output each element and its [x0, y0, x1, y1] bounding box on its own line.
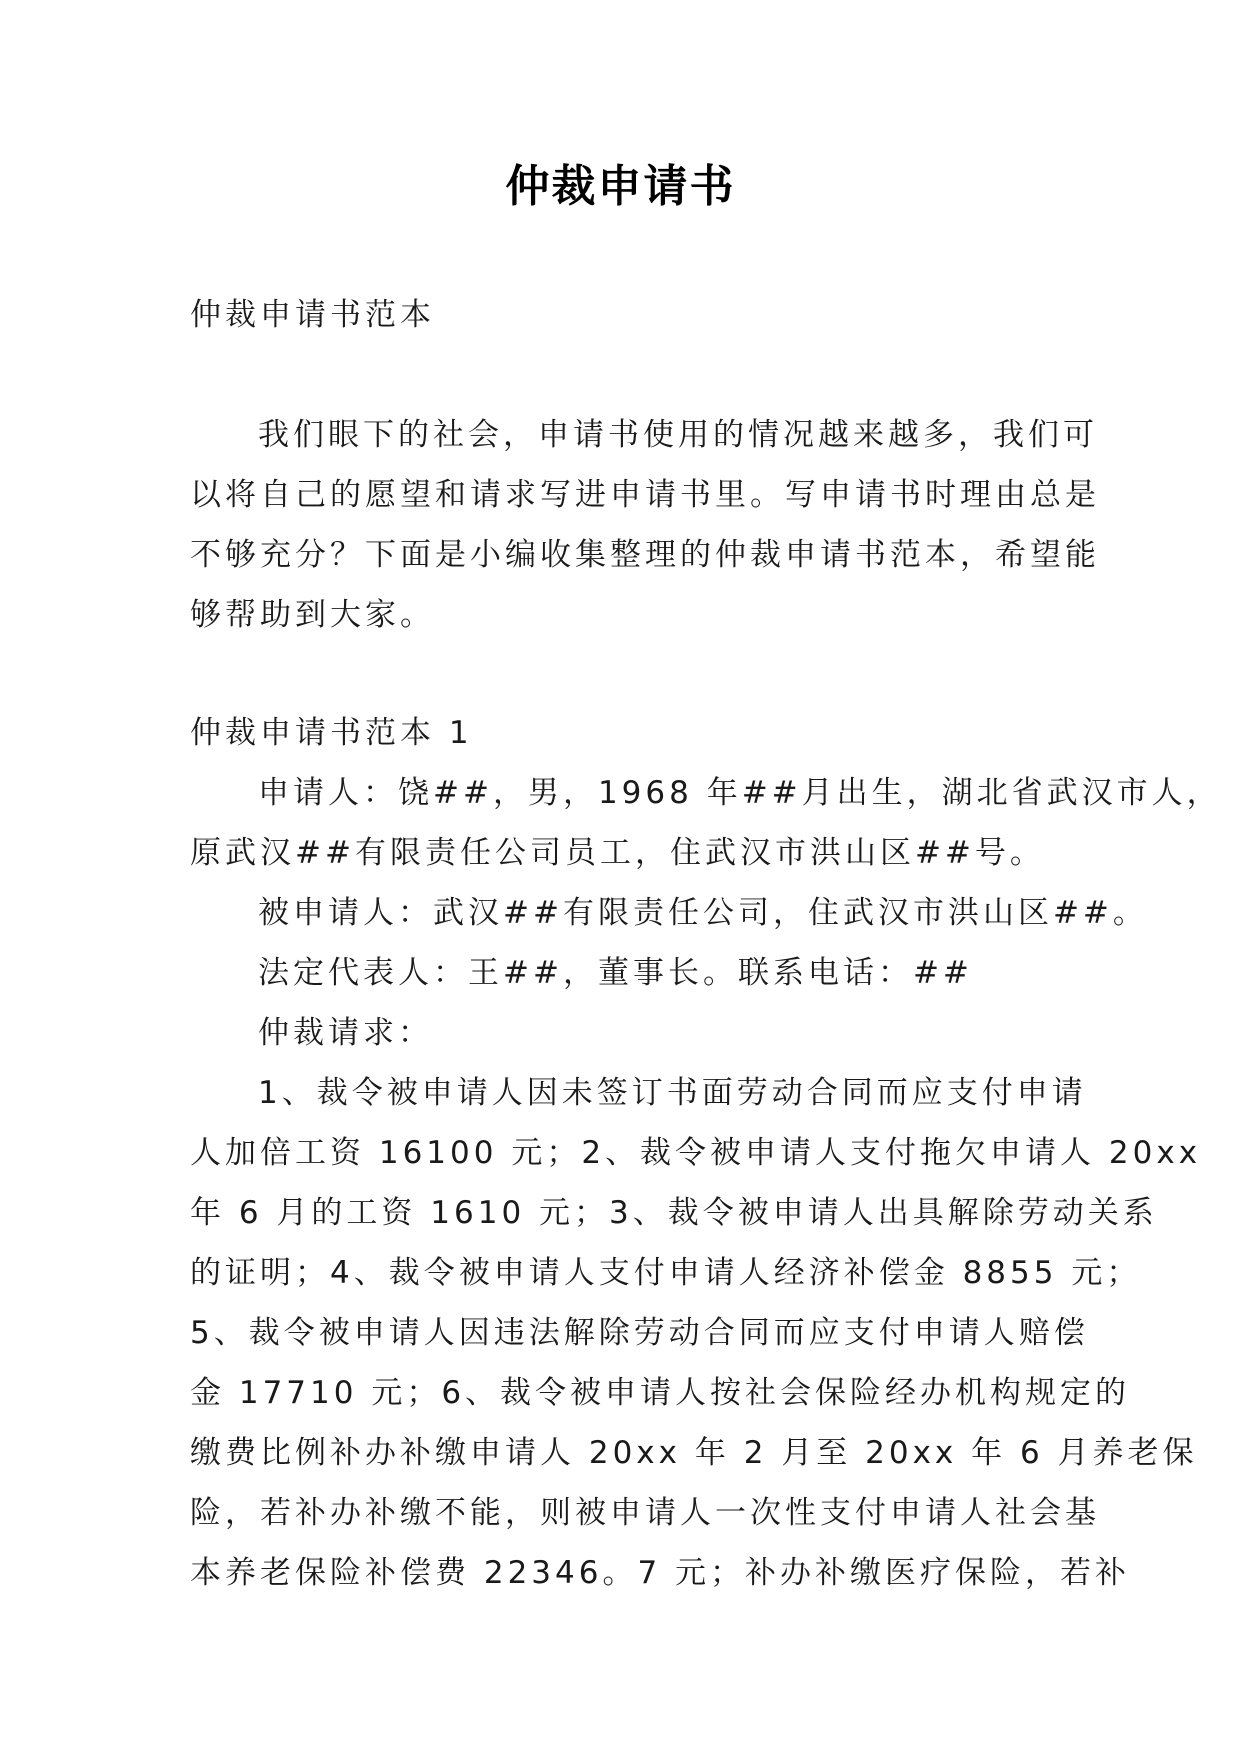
request-line: 的证明；4、裁令被申请人支付申请人经济补偿金 8855 元；: [190, 1255, 1142, 1291]
legal-representative-line: 法定代表人：王##，董事长。联系电话：##: [258, 955, 973, 991]
request-line: 金 17710 元；6、裁令被申请人按社会保险经办机构规定的: [190, 1375, 1131, 1411]
applicant-line: 申请人：饶##，男，1968 年##月出生，湖北省武汉市人，: [258, 775, 1222, 811]
request-line: 险，若补办补缴不能，则被申请人一次性支付申请人社会基: [190, 1495, 1100, 1531]
intro-line: 以将自己的愿望和请求写进申请书里。写申请书时理由总是: [190, 477, 1100, 513]
document-title: 仲裁申请书: [505, 161, 736, 212]
request-line: 1、裁令被申请人因未签订书面劳动合同而应支付申请: [258, 1075, 1087, 1111]
applicant-line: 原武汉##有限责任公司员工，住武汉市洪山区##号。: [190, 835, 1045, 871]
request-line: 缴费比例补办补缴申请人 20xx 年 2 月至 20xx 年 6 月养老保: [190, 1435, 1198, 1471]
document-subtitle: 仲裁申请书范本: [190, 297, 435, 333]
request-heading: 仲裁请求：: [258, 1015, 433, 1051]
intro-line: 不够充分？下面是小编收集整理的仲裁申请书范本，希望能: [190, 537, 1100, 573]
intro-line: 够帮助到大家。: [190, 597, 435, 633]
respondent-line: 被申请人：武汉##有限责任公司，住武汉市洪山区##。: [258, 895, 1148, 931]
request-line: 本养老保险补偿费 22346。7 元；补办补缴医疗保险，若补: [190, 1555, 1131, 1591]
request-line: 5、裁令被申请人因违法解除劳动合同而应支付申请人赔偿: [190, 1315, 1089, 1351]
request-line: 年 6 月的工资 1610 元；3、裁令被申请人出具解除劳动关系: [190, 1195, 1158, 1231]
intro-line: 我们眼下的社会，申请书使用的情况越来越多，我们可: [258, 417, 1098, 453]
section-heading: 仲裁申请书范本 1: [190, 715, 473, 751]
request-line: 人加倍工资 16100 元；2、裁令被申请人支付拖欠申请人 20xx: [190, 1135, 1202, 1171]
